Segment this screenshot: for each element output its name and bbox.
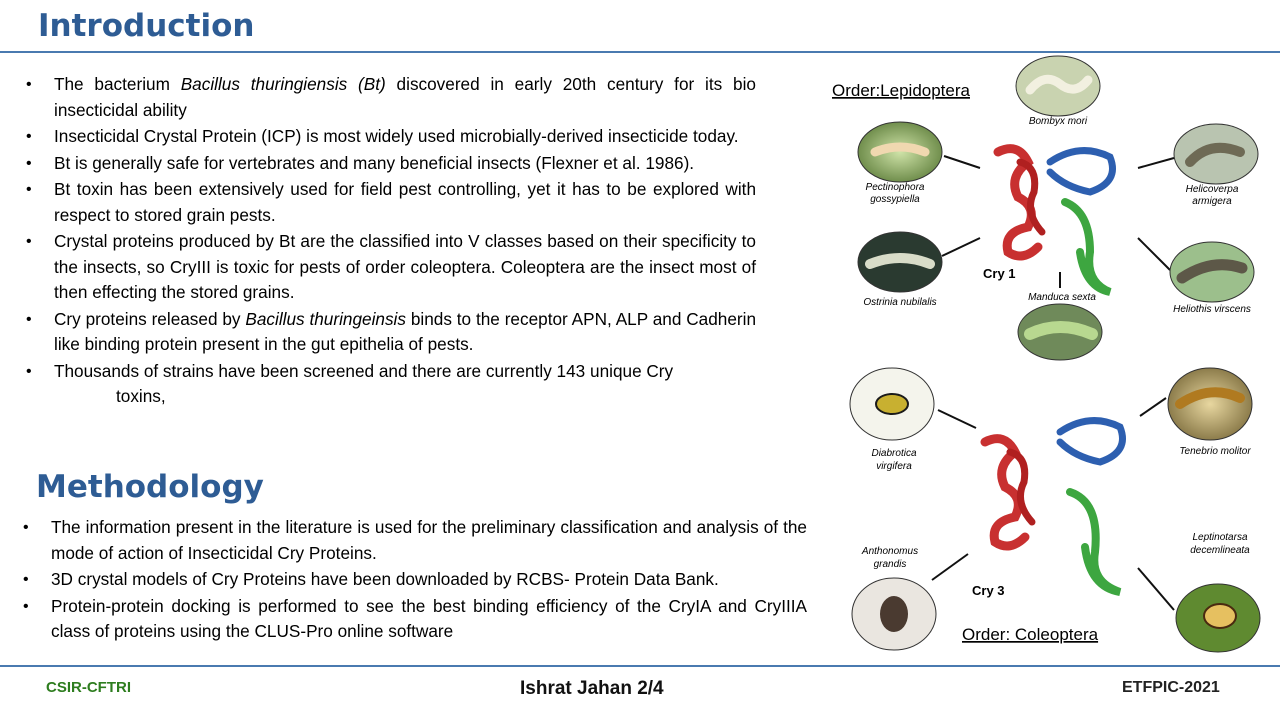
pectinophora-label-1: Pectinophora [865,182,925,193]
order-coleoptera-label: Order: Coleoptera [962,625,1099,644]
helicoverpa-photo [1174,124,1258,184]
intro-bullet-5: • Crystal proteins produced by Bt are the classified into V classes based on their specificity to the insects, so CryIII is toxic for pests of order coleoptera. Coleoptera are the insect most of then effecting the stored grains. [54,229,756,306]
footer-author-page: Ishrat Jahan 2/4 [520,678,664,699]
method-bullet-1: • The information present in the literature is used for the preliminary classification and analysis of the mode of action of Insecticidal Cry Proteins. [51,515,807,566]
cry3-label: Cry 3 [972,583,1005,598]
order-lepidoptera-label: Order:Lepidoptera [832,81,970,100]
connector-line [942,238,980,256]
diabrotica-label-1: Diabrotica [871,448,917,459]
intro-bullet-3: • Bt is generally safe for vertebrates and many beneficial insects (Flexner et al. 1986). [54,151,756,177]
heliothis-photo [1170,242,1254,302]
intro-bullet-7: • Thousands of strains have been screened and there are currently 143 unique Cry toxins, [54,359,756,410]
pectinophora-label-2: gossypiella [870,194,920,205]
anthonomus-photo [852,578,936,650]
connector-line [938,410,976,428]
pectinophora-photo [858,122,942,182]
connector-line [1138,568,1174,610]
diabrotica-photo [850,368,934,440]
helicoverpa-label-1: Helicoverpa [1185,184,1239,195]
connector-line [944,156,980,168]
method-bullet-3: • Protein-protein docking is performed to see the best binding efficiency of the CryIA and CryIIIA class of proteins using the CLUS-Pro online software [51,594,807,645]
introduction-list [54,72,756,411]
anthonomus-label-1: Anthonomus [861,546,919,557]
anthonomus-label-2: grandis [873,559,907,570]
footer-divider [0,665,1280,667]
footer-institute: CSIR-CFTRI [46,679,131,696]
bombyx-mori-photo [1016,56,1100,116]
ostrinia-photo [858,232,942,292]
footer-event: ETFPIC-2021 [1122,679,1220,696]
leptinotarsa-photo [1176,584,1260,652]
connector-line [932,554,968,580]
connector-line [1140,398,1166,416]
intro-bullet-6: • Cry proteins released by Bacillus thuringeinsis binds to the receptor APN, ALP and Cadherin like binding protein present in the gut epithelia of pests. [54,307,756,358]
cry-protein-figure [820,52,1280,664]
methodology-list [51,515,807,646]
leptinotarsa-label-2: decemlineata [1190,545,1250,556]
cry1-label: Cry 1 [983,266,1016,281]
cry3-protein-model [985,421,1123,592]
tenebrio-photo [1168,368,1252,440]
manduca-label: Manduca sexta [1028,292,1096,303]
tenebrio-label: Tenebrio molitor [1179,446,1251,457]
heliothis-label: Heliothis virscens [1173,304,1251,315]
ostrinia-label: Ostrinia nubilalis [863,297,937,308]
intro-bullet-1: • The bacterium Bacillus thuringiensis (Bt) discovered in early 20th century for its bio insecticidal ability [54,72,756,123]
intro-bullet-4: • Bt toxin has been extensively used for field pest controlling, yet it has to be explored with respect to stored grain pests. [54,177,756,228]
bombyx-label: Bombyx mori [1028,116,1088,127]
method-bullet-2: • 3D crystal models of Cry Proteins have been downloaded by RCBS- Protein Data Bank. [51,567,807,593]
intro-bullet-2: • Insecticidal Crystal Protein (ICP) is most widely used microbially-derived insecticide today. [54,124,756,150]
leptinotarsa-label-1: Leptinotarsa [1192,532,1248,543]
methodology-title: Methodology [36,469,264,505]
connector-line [1138,238,1170,270]
helicoverpa-label-2: armigera [1192,196,1232,207]
manduca-photo [1018,304,1102,360]
connector-line [1138,158,1174,168]
page-title: Introduction [38,8,255,44]
diabrotica-label-2: virgifera [876,461,912,472]
